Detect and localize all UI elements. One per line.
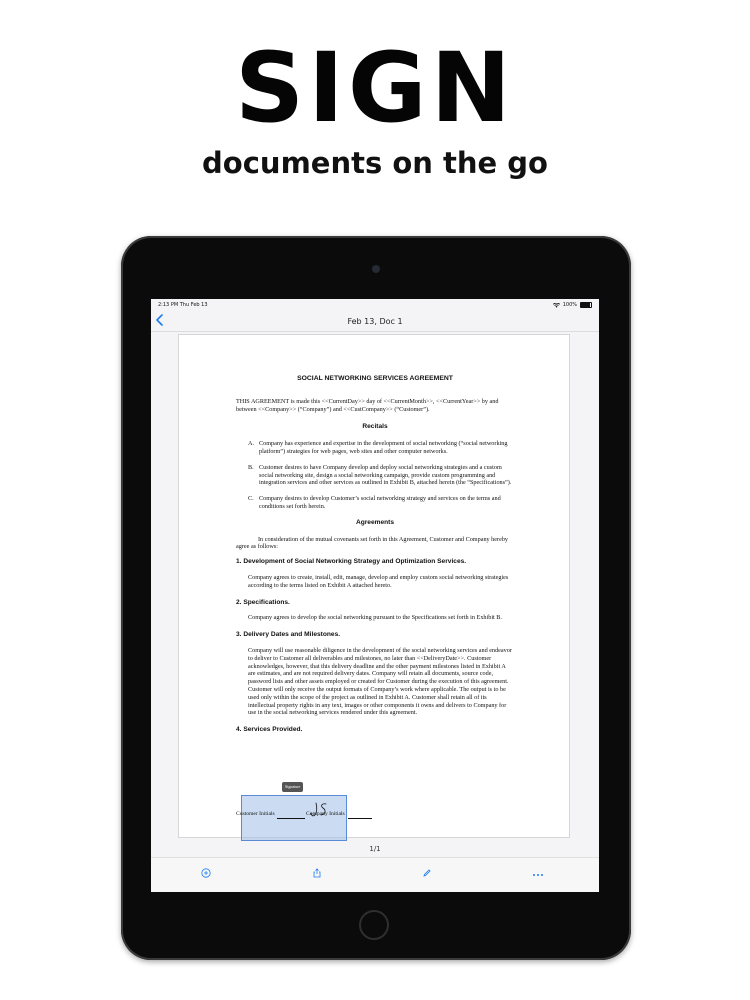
share-button[interactable] (310, 868, 324, 882)
section-heading: 1. Development of Social Networking Strategy and Optimization Services. (236, 558, 467, 566)
document-name: Feb 13, Doc 1 (347, 317, 403, 326)
status-bar (151, 299, 599, 311)
page-indicator: 1/1 (369, 845, 381, 853)
document-body (236, 375, 514, 742)
section-heading: 4. Services Provided. (236, 726, 303, 734)
more-icon (532, 873, 544, 877)
app-screen (151, 299, 599, 892)
recital-text: Company desires to develop Customer’s social networking strategy and services on the terms and conditions set forth herein. (259, 495, 501, 510)
recital-letter: B. (248, 463, 254, 471)
pen-icon (422, 868, 432, 878)
section-heading: 3. Delivery Dates and Milestones. (236, 631, 341, 639)
add-button[interactable] (199, 868, 213, 882)
section-text: Company will use reasonable diligence in the development of the social networking services and endeavor to deliver to Customer all deliverables and milestones, no later than <<DeliveryDate>>. Customer acknowledges, however, that this delivery deadline and the other payment milestones listed in Exhibit A are estimates, and are not required delivery dates. Company will retain all documents, source code, password lists and other assets employed or created for Customer during the execution of this agreement. Customer will only receive the output formats of Company’s work where applicable. The output is to be used only within the scope of the project as outlined in Exhibit A. Customer shall retain all of its intellectual property rights in any text, images or other components it owns and delivers to Company for use in the social networking services rendered under this agreement. (248, 646, 512, 717)
recital-letter: A. (248, 440, 255, 448)
agreement-intro: THIS AGREEMENT is made this <<CurrentDay>> day of <<CurrentMonth>>, <<CurrentYear>> by and between <<Company>> (“Company”) and <<CustCompany>> (“Customer”). (236, 397, 499, 413)
status-right (553, 302, 592, 308)
tablet-frame (121, 236, 631, 960)
bottom-toolbar (151, 857, 599, 892)
recital-item (248, 464, 514, 487)
promo-title: SIGN (235, 32, 515, 144)
status-time: 2:13 PM Thu Feb 13 (158, 302, 208, 308)
recital-letter: C. (248, 495, 254, 503)
recital-item (248, 440, 514, 456)
battery-icon (580, 302, 592, 308)
company-initials-line (348, 818, 372, 819)
wifi-icon (553, 303, 560, 308)
customer-initials-line (277, 818, 305, 819)
agreements-intro: In consideration of the mutual covenants set forth in this Agreement, Customer and Company hereby agree as follows: (236, 535, 509, 551)
promo-subtitle: documents on the go (202, 146, 548, 180)
signature-tag: Signature (282, 782, 303, 792)
battery-percent: 100% (562, 302, 577, 308)
home-button[interactable] (359, 910, 389, 940)
section-heading: 2. Specifications. (236, 598, 290, 606)
add-circle-icon (201, 868, 211, 878)
recital-item (248, 495, 514, 511)
front-camera (372, 265, 380, 273)
handwritten-initials-icon (308, 801, 332, 819)
company-initials-label: Company Initials (306, 811, 345, 817)
document-title: SOCIAL NETWORKING SERVICES AGREEMENT (297, 375, 453, 382)
sign-button[interactable] (420, 868, 434, 882)
recital-text: Customer desires to have Company develop and deploy social networking strategies and a custom social networking site, design a social networking campaign, provide custom programming and integration services and other services as outlined in Exhibit B, attached herein (the “Specifications”). (259, 463, 512, 487)
document-page[interactable] (178, 334, 570, 838)
share-icon (312, 868, 322, 878)
customer-initials-label: Customer Initials (236, 811, 275, 817)
more-button[interactable] (531, 868, 545, 882)
navigation-bar (151, 311, 599, 332)
agreements-heading: Agreements (355, 518, 395, 526)
section-text: Company agrees to create, install, edit, manage, develop and employ custom social networking strategies according to the terms listed on Exhibit A attached hereto. (248, 573, 509, 589)
recitals-heading: Recitals (362, 423, 388, 431)
recital-text: Company has experience and expertise in the development of social networking (“social networking platform”) strategies for web pages, web sites and other computer networks. (259, 440, 508, 455)
section-text: Company agrees to develop the social networking pursuant to the Specifications set forth in Exhibit B. (248, 614, 502, 622)
